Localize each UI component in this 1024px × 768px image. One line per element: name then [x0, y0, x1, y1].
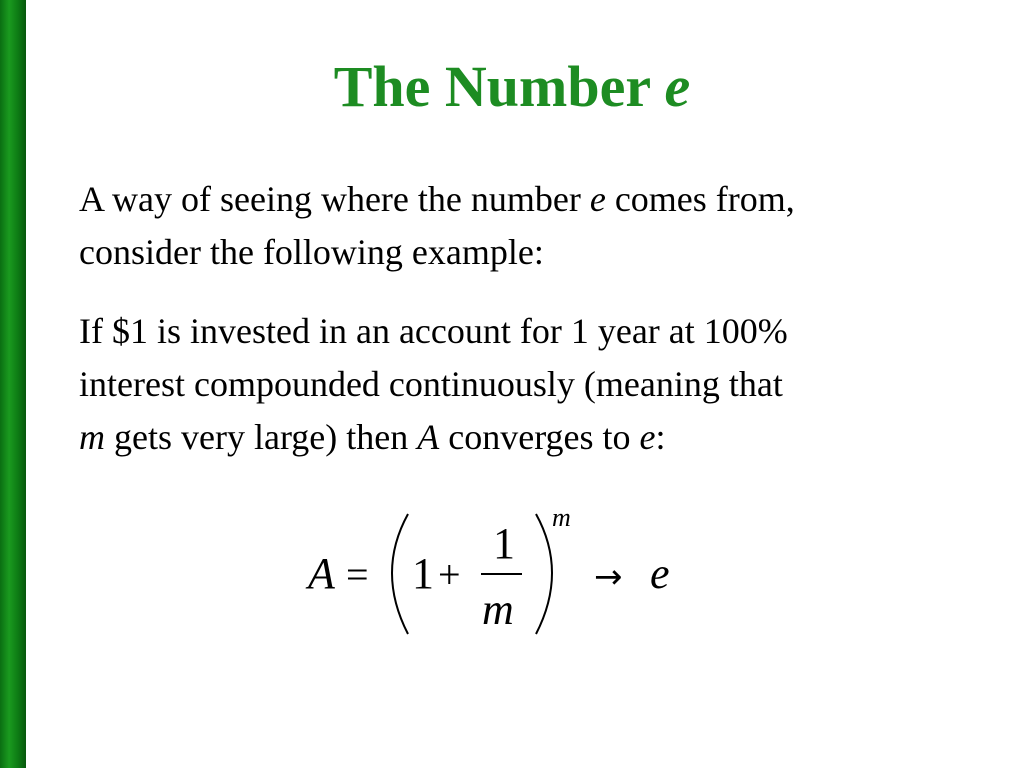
fraction-numerator: 1: [493, 519, 515, 568]
example-line-1: If $1 is invested in an account for 1 year at 100%: [79, 311, 788, 351]
formula-exponent: m: [552, 503, 571, 532]
example-variable-e: e: [639, 417, 656, 457]
formula-svg: [300, 500, 700, 650]
example-paragraph: [79, 305, 979, 464]
example-line-3-colon: :: [655, 417, 666, 457]
right-parenthesis: [536, 514, 552, 634]
example-line-2: interest compounded continuously (meaning that: [79, 364, 783, 404]
formula-one: 1: [412, 549, 434, 598]
slide-title: [0, 54, 1024, 119]
formula-plus: +: [438, 552, 461, 597]
compound-interest-formula: [300, 500, 700, 650]
title-variable: e: [664, 54, 691, 119]
example-line-3-part-2: converges to: [439, 417, 640, 457]
left-parenthesis: [392, 514, 408, 634]
formula-lhs: A: [308, 549, 335, 598]
formula-rhs: e: [650, 549, 670, 598]
intro-line-1: [79, 173, 979, 226]
example-line-3: [79, 411, 979, 464]
example-line-3-part-1: gets very large) then: [105, 417, 418, 457]
intro-paragraph: [79, 173, 979, 279]
example-variable-a: A: [417, 417, 440, 457]
intro-line-1-variable: e: [589, 179, 606, 219]
intro-line-1-start: A way of seeing where the number: [79, 179, 590, 219]
intro-line-1-end: comes from,: [605, 179, 795, 219]
formula-arrow: →: [594, 557, 623, 597]
title-text: The Number: [333, 54, 665, 119]
fraction-denominator: m: [482, 585, 514, 634]
formula-equals: =: [346, 552, 369, 597]
intro-line-2: consider the following example:: [79, 232, 544, 272]
example-variable-m: m: [79, 417, 105, 457]
